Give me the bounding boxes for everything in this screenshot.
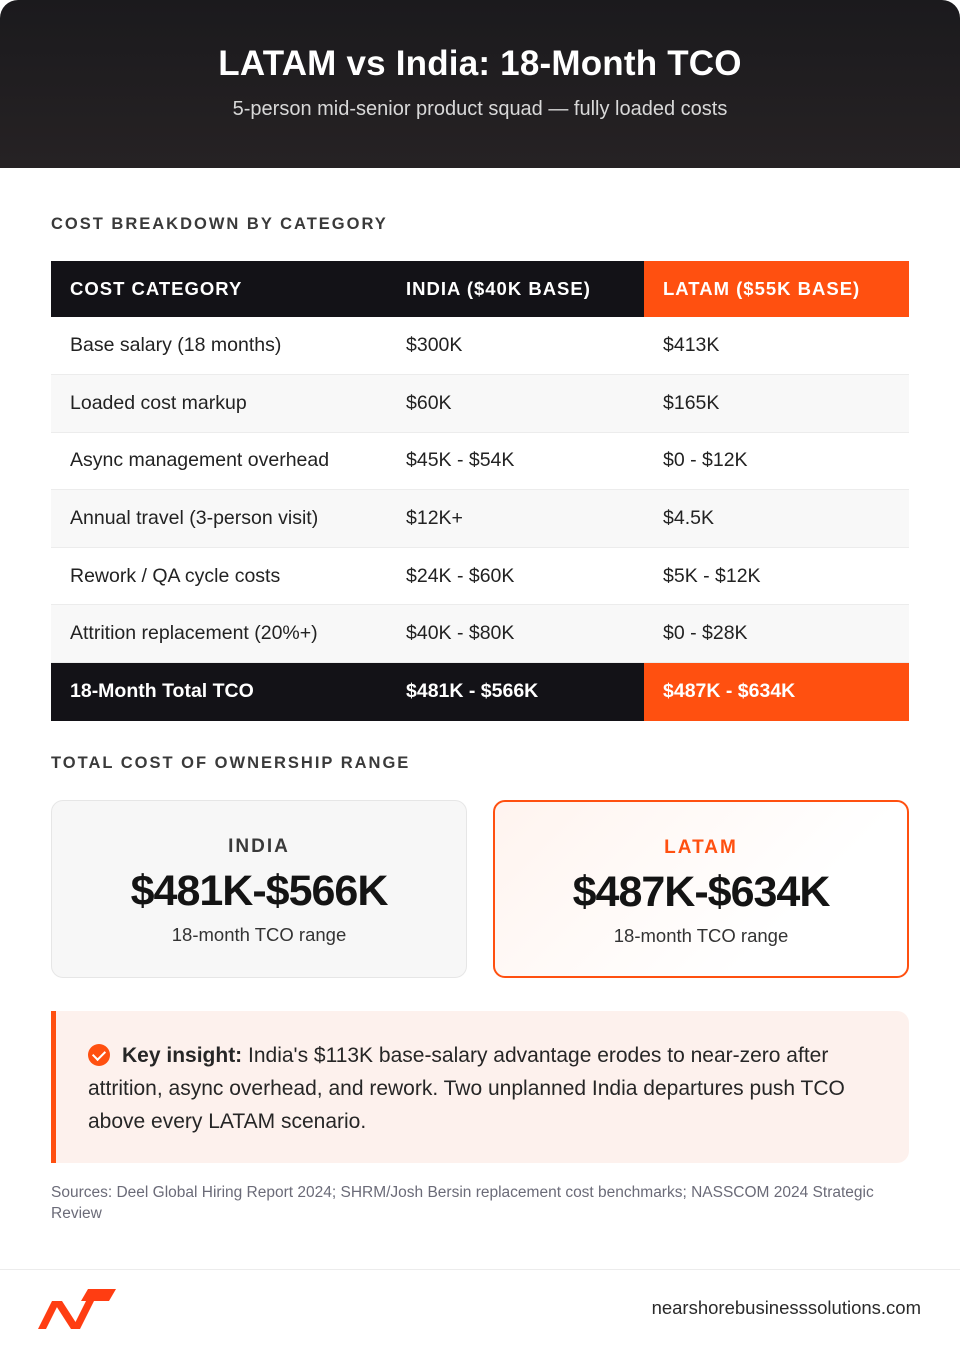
latam-total-cell: $487K - $634K bbox=[644, 663, 909, 721]
insight-text: India's $113K base-salary advantage erodes to near-zero after attrition, async overhead, and rework. Two unplanned India departures push TCO above every LATAM scenario. bbox=[88, 1044, 845, 1133]
range-section-label: TOTAL COST OF OWNERSHIP RANGE bbox=[51, 754, 411, 772]
latam-cost-cell: $4.5K bbox=[644, 490, 909, 548]
check-circle-icon bbox=[88, 1044, 110, 1066]
total-row bbox=[51, 663, 909, 721]
footer-divider bbox=[0, 1269, 960, 1270]
india-tco-card bbox=[51, 800, 467, 978]
latam-cost-cell: $0 - $28K bbox=[644, 605, 909, 663]
sources-note: Sources: Deel Global Hiring Report 2024; SHRM/Josh Bersin replacement cost benchmarks; NASSCOM 2024 Strategic Review bbox=[51, 1184, 874, 1222]
table-row bbox=[51, 547, 909, 605]
india-cost-cell: $24K - $60K bbox=[387, 547, 644, 605]
category-cell: Rework / QA cycle costs bbox=[51, 547, 387, 605]
header-banner bbox=[0, 0, 960, 168]
column-header-latam: LATAM ($55K BASE) bbox=[644, 261, 909, 317]
india-card-caption: 18-month TCO range bbox=[171, 924, 347, 945]
category-cell: Loaded cost markup bbox=[51, 375, 387, 433]
total-label-cell: 18-Month Total TCO bbox=[51, 663, 387, 721]
table-header-row bbox=[51, 261, 909, 317]
key-insight-callout bbox=[51, 1011, 909, 1163]
india-cost-cell: $40K - $80K bbox=[387, 605, 644, 663]
india-cost-cell: $300K bbox=[387, 317, 644, 375]
latam-cost-cell: $5K - $12K bbox=[644, 547, 909, 605]
category-cell: Attrition replacement (20%+) bbox=[51, 605, 387, 663]
india-cost-cell: $12K+ bbox=[387, 490, 644, 548]
latam-cost-cell: $165K bbox=[644, 375, 909, 433]
table-row bbox=[51, 605, 909, 663]
latam-cost-cell: $0 - $12K bbox=[644, 432, 909, 490]
india-cost-cell: $60K bbox=[387, 375, 644, 433]
category-cell: Async management overhead bbox=[51, 432, 387, 490]
category-cell: Base salary (18 months) bbox=[51, 317, 387, 375]
column-header-india: INDIA ($40K BASE) bbox=[387, 261, 644, 317]
latam-card-amount: $487K-$634K bbox=[572, 868, 830, 916]
column-header-category: COST CATEGORY bbox=[51, 261, 387, 317]
breakdown-section-label: COST BREAKDOWN BY CATEGORY bbox=[51, 215, 388, 233]
latam-tco-card bbox=[493, 800, 909, 978]
table-row bbox=[51, 490, 909, 548]
india-cost-cell: $45K - $54K bbox=[387, 432, 644, 490]
brand-logo-icon bbox=[38, 1289, 116, 1329]
footer-domain: nearshorebusinesssolutions.com bbox=[651, 1297, 921, 1318]
latam-cost-cell: $413K bbox=[644, 317, 909, 375]
page-title: LATAM vs India: 18-Month TCO bbox=[218, 44, 742, 83]
table-row bbox=[51, 317, 909, 375]
cost-breakdown-table bbox=[51, 261, 909, 721]
india-card-title: INDIA bbox=[228, 836, 290, 857]
latam-card-title: LATAM bbox=[664, 837, 738, 858]
insight-lead: Key insight: bbox=[122, 1044, 243, 1067]
india-total-cell: $481K - $566K bbox=[387, 663, 644, 721]
table-row bbox=[51, 375, 909, 433]
page-subtitle: 5-person mid-senior product squad — fully loaded costs bbox=[232, 98, 728, 120]
table-row bbox=[51, 432, 909, 490]
latam-card-caption: 18-month TCO range bbox=[613, 925, 789, 946]
india-card-amount: $481K-$566K bbox=[130, 867, 388, 915]
category-cell: Annual travel (3-person visit) bbox=[51, 490, 387, 548]
